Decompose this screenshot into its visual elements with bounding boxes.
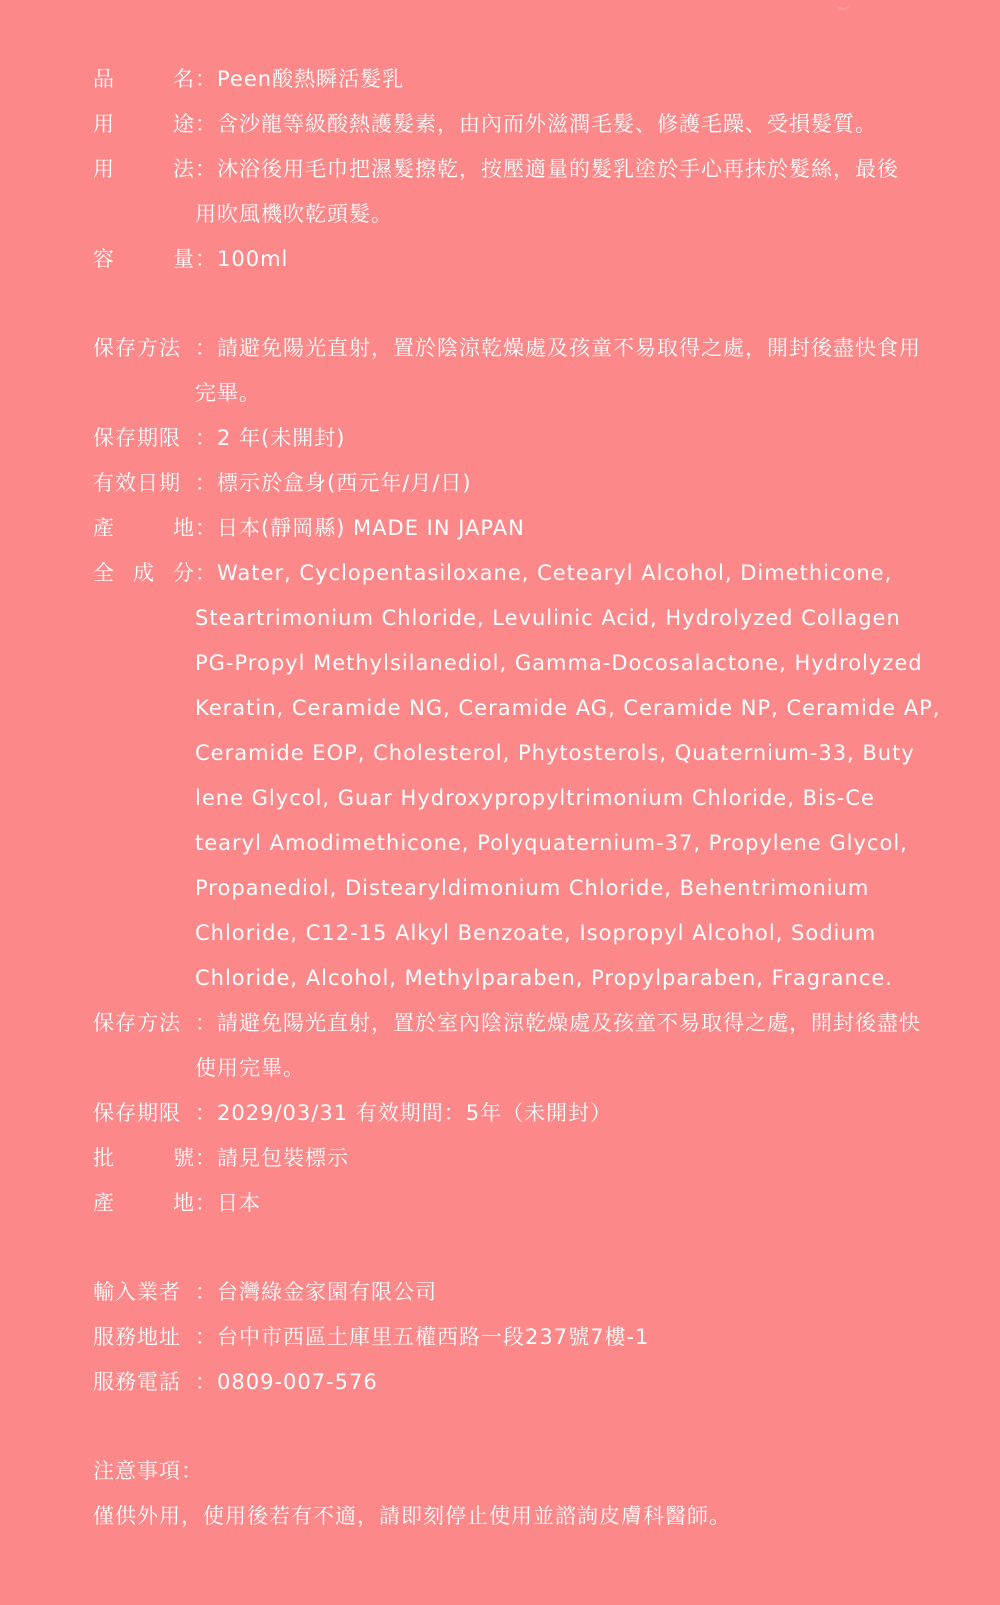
batch-row	[93, 1136, 920, 1181]
product-use-row	[93, 102, 920, 147]
phone-value: ：0809-007-576	[195, 1370, 378, 1394]
batch-value: ：請見包裝標示	[195, 1146, 349, 1170]
product-name-value: ：Peen酸熱瞬活髮乳	[195, 67, 405, 91]
product-use-label: 用 途	[93, 112, 195, 136]
origin-value-2: ：日本	[195, 1191, 261, 1215]
origin-value: ：日本(靜岡縣) MADE IN JAPAN	[195, 516, 525, 540]
storage-period-label: 保存期限	[93, 426, 181, 450]
expiry-date-value: ：標示於盒身(西元年/月/日)	[195, 471, 472, 495]
importer-row	[93, 1270, 920, 1315]
section-gap	[93, 1226, 920, 1270]
importer-label: 輸入業者	[93, 1280, 181, 1304]
product-volume-label: 容 量	[93, 247, 195, 271]
expiry-date-label: 有效日期	[93, 471, 181, 495]
product-name-row	[93, 57, 920, 102]
address-value: ：台中市西區土庫里五權西路一段237號7樓-1	[195, 1325, 650, 1349]
address-row	[93, 1315, 920, 1360]
storage-period-row-2	[93, 1091, 920, 1136]
storage-method-label: 保存方法	[93, 336, 181, 360]
batch-label: 批 號	[93, 1146, 195, 1170]
origin-row	[93, 506, 920, 551]
origin-label: 產 地	[93, 516, 195, 540]
section-gap	[93, 1405, 920, 1449]
storage-period-value-2: ：2029/03/31 有效期間：5年（未開封）	[195, 1101, 613, 1125]
product-method-value: ：沐浴後用毛巾把濕髮擦乾，按壓適量的髮乳塗於手心再抹於髮絲，最後 用吹風機吹乾頭髮。	[195, 157, 899, 226]
storage-method-value: ：請避免陽光直射，置於陰涼乾燥處及孩童不易取得之處，開封後盡快食用 完畢。	[195, 336, 921, 405]
product-method-row	[93, 147, 920, 237]
expiry-date-row	[93, 461, 920, 506]
ingredients-value: ：Water, Cyclopentasiloxane, Cetearyl Alcohol, Dimethicone, Steartrimonium Chloride, Levulinic Acid, Hydrolyzed Collagen PG-Propyl Methylsilanediol, Gamma-Docosalactone, Hydrolyzed Keratin, Ceramide NG, Ceramide AG, Ceramide NP, Ceramide AP, Ceramide EOP, Cholesterol, Phytosterols, Quaternium-33, Buty lene Glycol, Guar Hydroxypropyltrimonium Chloride, Bis-Ce tearyl Amodimethicone, Polyquaternium-37, Propylene Glycol, Propanediol, Distearyldimonium Chloride, Behentrimonium Chloride, C12-15 Alkyl Benzoate, Isopropyl Alcohol, Sodium Chloride, Alcohol, Methylparaben, Propylparaben, Fragrance.	[195, 561, 941, 990]
storage-period-row	[93, 416, 920, 461]
product-name-label: 品 名	[93, 67, 195, 91]
storage-period-value: ：2 年(未開封)	[195, 426, 346, 450]
origin-row-2	[93, 1181, 920, 1226]
product-use-value: ：含沙龍等級酸熱護髮素，由內而外滋潤毛髮、修護毛躁、受損髮質。	[195, 112, 877, 136]
importer-value: ：台灣綠金家園有限公司	[195, 1280, 437, 1304]
storage-method-label-2: 保存方法	[93, 1011, 181, 1035]
ingredients-row	[93, 551, 941, 1001]
phone-label: 服務電話	[93, 1370, 181, 1394]
corner-decoration	[836, 0, 850, 10]
notes-heading: 注意事項：	[93, 1459, 203, 1483]
product-volume-value: ：100ml	[195, 247, 289, 271]
address-label: 服務地址	[93, 1325, 181, 1349]
storage-period-label-2: 保存期限	[93, 1101, 181, 1125]
section-gap	[93, 282, 920, 326]
notes-text: 僅供外用，使用後若有不適，請即刻停止使用並諮詢皮膚科醫師。	[93, 1504, 731, 1528]
product-method-label: 用 法	[93, 157, 195, 181]
product-volume-row	[93, 237, 920, 282]
ingredients-label: 全 成 分	[93, 561, 195, 585]
origin-label-2: 產 地	[93, 1191, 195, 1215]
storage-method-row-2	[93, 1001, 920, 1091]
storage-method-value-2: ：請避免陽光直射，置於室內陰涼乾燥處及孩童不易取得之處，開封後盡快 使用完畢。	[195, 1011, 921, 1080]
phone-row	[93, 1360, 920, 1405]
storage-method-row	[93, 326, 920, 416]
